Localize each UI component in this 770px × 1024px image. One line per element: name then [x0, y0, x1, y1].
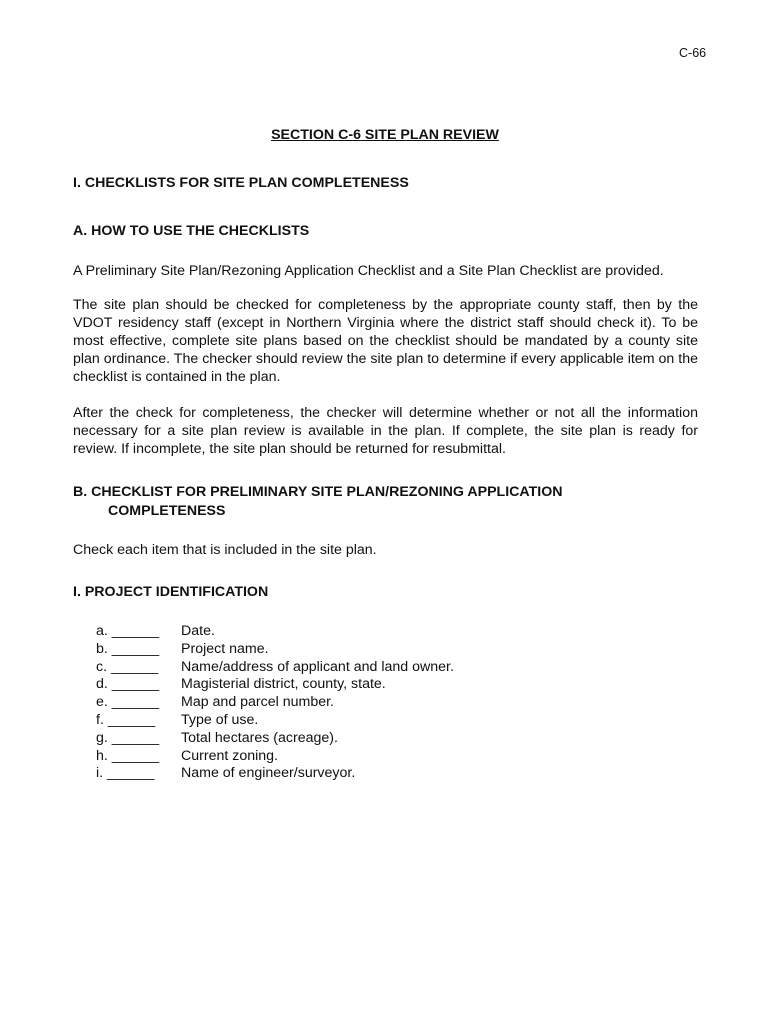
checklist-item [96, 641, 454, 659]
checklist-item [96, 748, 454, 766]
checklist-item-text: Name/address of applicant and land owner. [181, 658, 454, 675]
heading-checklists: I. CHECKLISTS FOR SITE PLAN COMPLETENESS [73, 175, 409, 191]
checklist-item-key: h. ______ [96, 747, 160, 764]
heading-how-to-use: A. HOW TO USE THE CHECKLISTS [73, 223, 310, 239]
checklist-item-text: Project name. [181, 640, 269, 657]
heading-project-identification: I. PROJECT IDENTIFICATION [73, 584, 269, 600]
checklist-item-text: Magisterial district, county, state. [181, 676, 386, 693]
checklist-item [96, 712, 454, 730]
checklist [96, 623, 454, 783]
heading-preliminary-checklist-line2: COMPLETENESS [108, 503, 226, 519]
checklist-item-key: c. ______ [96, 658, 159, 675]
paragraph-checking: The site plan should be checked for completeness by the appropriate county staff, then by the VDOT residency staff (except in Northern Virginia where the district staff should check it). To be most effective, complete site plans based on the checklist should be mandated by a county site plan ordinance. The checker should review the site plan to determine if every applicable item on the checklist is contained in the plan. [73, 297, 698, 385]
checklist-item-text: Date. [181, 623, 215, 639]
paragraph-instructions: Check each item that is included in the site plan. [73, 542, 377, 558]
checklist-item [96, 623, 454, 641]
checklist-item-text: Total hectares (acreage). [181, 729, 338, 746]
checklist-item-key: b. ______ [96, 640, 160, 657]
checklist-item-key: i. ______ [96, 765, 155, 782]
checklist-item-key: g. ______ [96, 729, 160, 746]
checklist-item [96, 730, 454, 748]
checklist-item [96, 659, 454, 677]
checklist-item-key: a. ______ [96, 623, 160, 639]
checklist-item-key: d. ______ [96, 676, 160, 693]
heading-preliminary-checklist [73, 483, 698, 521]
checklist-item-text: Type of use. [181, 711, 259, 728]
page-number: C-66 [679, 46, 707, 60]
checklist-item-text: Current zoning. [181, 747, 278, 764]
paragraph-intro: A Preliminary Site Plan/Rezoning Application Checklist and a Site Plan Checklist are provided. [73, 263, 664, 279]
checklist-item-text: Map and parcel number. [181, 694, 334, 711]
checklist-item-text: Name of engineer/surveyor. [181, 765, 356, 782]
heading-preliminary-checklist-line1: B. CHECKLIST FOR PRELIMINARY SITE PLAN/REZONING APPLICATION [73, 484, 563, 500]
checklist-item-key: e. ______ [96, 694, 160, 711]
checklist-item [96, 676, 454, 694]
checklist-item [96, 694, 454, 712]
checklist-item-key: f. ______ [96, 711, 156, 728]
section-title: SECTION C-6 SITE PLAN REVIEW [271, 127, 499, 143]
paragraph-after-check: After the check for completeness, the checker will determine whether or not all the information necessary for a site plan review is available in the plan. If complete, the site plan is ready for review. If incomplete, the site plan should be returned for resubmittal. [73, 405, 698, 457]
checklist-item [96, 765, 454, 783]
